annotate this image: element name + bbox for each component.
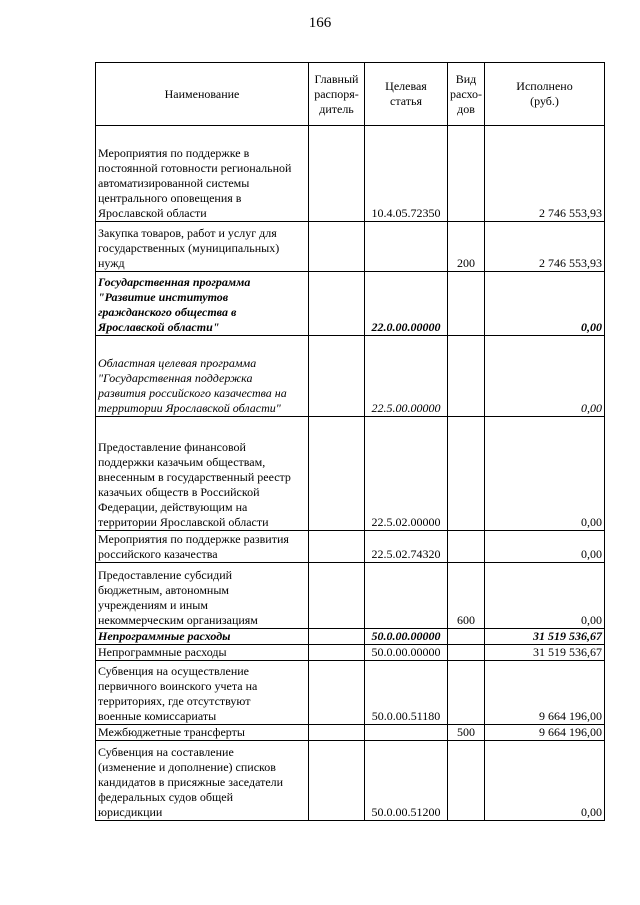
table-row: [96, 272, 605, 336]
row-executed-amount: 31 519 536,67: [485, 629, 605, 645]
row-expense-type: [448, 417, 485, 531]
row-chief-manager: [309, 725, 365, 741]
row-executed-amount: 9 664 196,00: [485, 661, 605, 725]
row-name-line: "Государственная поддержка: [98, 371, 253, 385]
table-row: [96, 741, 605, 821]
row-name-line: нужд: [98, 256, 125, 270]
row-name: [96, 725, 309, 741]
column-header-line: Исполнено: [516, 79, 573, 93]
row-name-line: Предоставление финансовой: [98, 440, 246, 454]
table-header-row: [96, 63, 605, 126]
column-header-line: дов: [457, 101, 475, 116]
row-chief-manager: [309, 417, 365, 531]
column-header-line: дитель: [319, 101, 354, 116]
row-name-line: Закупка товаров, работ и услуг для: [98, 226, 277, 240]
row-name-line: Мероприятия по поддержке в: [98, 146, 250, 160]
row-name-line: территории Ярославской области: [98, 515, 269, 529]
row-target-article: [365, 222, 448, 272]
row-name-line: Областная целевая программа: [98, 356, 257, 370]
row-name: [96, 645, 309, 661]
row-name-line: Предоставление субсидий: [98, 568, 233, 582]
row-name-line: Непрограммные расходы: [98, 629, 231, 643]
column-header-vid: [448, 63, 485, 126]
row-chief-manager: [309, 661, 365, 725]
row-chief-manager: [309, 741, 365, 821]
column-header-line: (руб.): [530, 94, 559, 108]
row-name: [96, 417, 309, 531]
table-row: [96, 531, 605, 563]
row-chief-manager: [309, 645, 365, 661]
row-name-line: Субвенция на осуществление: [98, 664, 250, 678]
row-chief-manager: [309, 222, 365, 272]
row-executed-amount: 31 519 536,67: [485, 645, 605, 661]
row-name-line: Ярославской области": [98, 320, 220, 334]
row-name-line: некоммерческим организациям: [98, 613, 258, 627]
table-row: [96, 222, 605, 272]
column-header-line: Главный: [314, 71, 359, 86]
row-executed-amount: 0,00: [485, 336, 605, 417]
row-name-line: юрисдикции: [98, 805, 163, 819]
row-name: [96, 336, 309, 417]
row-executed-amount: 0,00: [485, 563, 605, 629]
row-name: [96, 563, 309, 629]
row-name-line: военные комиссариаты: [98, 709, 217, 723]
row-name: [96, 272, 309, 336]
row-target-article: [365, 563, 448, 629]
row-name-line: Межбюджетные трансферты: [98, 725, 245, 739]
row-name: [96, 531, 309, 563]
row-chief-manager: [309, 563, 365, 629]
column-header-name: [96, 63, 309, 126]
row-name-line: Субвенция на составление: [98, 745, 234, 759]
row-name-line: государственных (муниципальных): [98, 241, 280, 255]
table-row: [96, 126, 605, 222]
row-name-line: поддержки казачьим обществам,: [98, 455, 266, 469]
table-row: [96, 661, 605, 725]
column-header-line: Целевая: [385, 79, 427, 93]
row-executed-amount: 2 746 553,93: [485, 126, 605, 222]
row-chief-manager: [309, 272, 365, 336]
column-header-isp: [485, 63, 605, 126]
row-name-line: Ярославской области: [98, 206, 207, 220]
row-executed-amount: 0,00: [485, 741, 605, 821]
row-name-line: территориях, где отсутствуют: [98, 694, 251, 708]
row-expense-type: 500: [448, 725, 485, 741]
row-name-line: развития российского казачества на: [98, 386, 287, 400]
row-expense-type: [448, 741, 485, 821]
row-name-line: "Развитие институтов: [98, 290, 229, 304]
table-row: [96, 336, 605, 417]
row-expense-type: [448, 645, 485, 661]
column-header-gl: [309, 63, 365, 126]
row-executed-amount: 2 746 553,93: [485, 222, 605, 272]
row-expense-type: 600: [448, 563, 485, 629]
row-name-line: Государственная программа: [98, 275, 251, 289]
table-row: [96, 725, 605, 741]
table-row: [96, 563, 605, 629]
row-target-article: 50.0.00.51180: [365, 661, 448, 725]
row-target-article: 50.0.00.51200: [365, 741, 448, 821]
row-chief-manager: [309, 629, 365, 645]
row-name-line: автоматизированной системы: [98, 176, 250, 190]
row-target-article: 50.0.00.00000: [365, 629, 448, 645]
row-name-line: казачьих обществ в Российской: [98, 485, 260, 499]
row-name-line: Непрограммные расходы: [98, 645, 227, 659]
row-chief-manager: [309, 531, 365, 563]
row-executed-amount: 0,00: [485, 531, 605, 563]
row-name-line: центрального оповещения в: [98, 191, 242, 205]
table-row: [96, 629, 605, 645]
row-expense-type: 200: [448, 222, 485, 272]
row-target-article: 22.0.00.00000: [365, 272, 448, 336]
row-chief-manager: [309, 336, 365, 417]
row-name-line: первичного воинского учета на: [98, 679, 258, 693]
column-header-line: распоря-: [314, 86, 359, 101]
row-expense-type: [448, 272, 485, 336]
row-name-line: кандидатов в присяжные заседатели: [98, 775, 284, 789]
column-header-line: Наименование: [164, 86, 240, 101]
row-name-line: учреждениям и иным: [98, 598, 208, 612]
row-name-line: федеральных судов общей: [98, 790, 234, 804]
table-row: [96, 417, 605, 531]
table-body: [96, 126, 605, 821]
column-header-line: расхо-: [450, 86, 483, 101]
row-target-article: 22.5.00.00000: [365, 336, 448, 417]
row-executed-amount: 0,00: [485, 417, 605, 531]
row-expense-type: [448, 661, 485, 725]
row-target-article: [365, 725, 448, 741]
row-expense-type: [448, 126, 485, 222]
row-expense-type: [448, 336, 485, 417]
budget-table: [95, 62, 605, 821]
column-header-line: Вид: [455, 71, 477, 86]
row-name-line: постоянной готовности региональной: [98, 161, 292, 175]
column-header-line: статья: [390, 94, 422, 108]
table-row: [96, 645, 605, 661]
row-name-line: гражданского общества в: [98, 305, 237, 319]
row-expense-type: [448, 629, 485, 645]
row-name: [96, 741, 309, 821]
row-name: [96, 126, 309, 222]
row-name: [96, 222, 309, 272]
page-number: 166: [308, 15, 332, 31]
row-chief-manager: [309, 126, 365, 222]
row-expense-type: [448, 531, 485, 563]
row-name: [96, 629, 309, 645]
row-name-line: Мероприятия по поддержке развития: [98, 532, 289, 546]
row-name-line: территории Ярославской области": [98, 401, 281, 415]
row-executed-amount: 9 664 196,00: [485, 725, 605, 741]
row-name: [96, 661, 309, 725]
row-target-article: 50.0.00.00000: [365, 645, 448, 661]
column-header-cel: [365, 63, 448, 126]
row-target-article: 22.5.02.00000: [365, 417, 448, 531]
row-target-article: 22.5.02.74320: [365, 531, 448, 563]
row-name-line: российского казачества: [98, 547, 218, 561]
row-name-line: (изменение и дополнение) списков: [98, 760, 276, 774]
row-executed-amount: 0,00: [485, 272, 605, 336]
row-name-line: бюджетным, автономным: [98, 583, 229, 597]
row-name-line: Федерации, действующим на: [98, 500, 248, 514]
row-target-article: 10.4.05.72350: [365, 126, 448, 222]
row-name-line: внесенным в государственный реестр: [98, 470, 291, 484]
